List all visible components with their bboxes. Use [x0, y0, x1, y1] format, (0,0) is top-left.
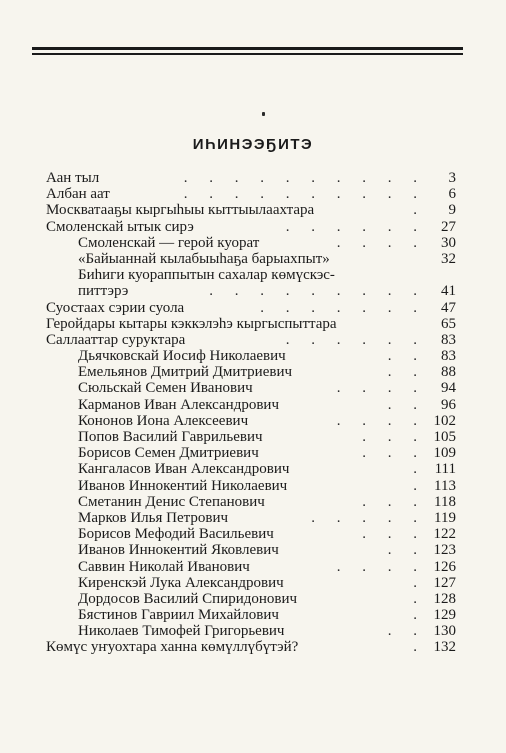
- toc-entry: [46, 219, 456, 235]
- toc-entry: [46, 559, 456, 575]
- toc-entry: [46, 348, 456, 364]
- toc-entry-title: Иванов Иннокентий Яковлевич: [78, 542, 279, 559]
- toc-entry: [46, 478, 456, 494]
- toc-entry-page: 47: [441, 299, 456, 316]
- toc-entry: [46, 494, 456, 510]
- toc-entry: [46, 380, 456, 396]
- toc-entry-title: Попов Василий Гаврильевич: [78, 429, 263, 445]
- toc-leader-dots: . . .: [362, 526, 426, 543]
- toc-entry-page: 129: [433, 607, 456, 624]
- toc-entry-title: Геройдары кытары кэккэлэһэ кыргыспыттара: [46, 315, 337, 332]
- toc-entry: [46, 607, 456, 623]
- toc-entry: [46, 283, 456, 299]
- toc-leader-dots: . . . .: [336, 234, 426, 251]
- toc-entry: [46, 639, 456, 655]
- toc-entry-page: 83: [441, 331, 456, 348]
- toc-leader-dots: .: [413, 461, 426, 478]
- toc-entry-page: 96: [441, 396, 456, 413]
- toc-entry: [46, 413, 456, 429]
- toc-entry-page: 27: [441, 218, 456, 235]
- toc-entry-title: питтэрэ: [78, 283, 129, 300]
- toc-entry-title: Емельянов Дмитрий Дмитриевич: [78, 364, 293, 381]
- toc-entry-page: 113: [434, 477, 456, 494]
- toc-entry-title: Саллааттар суруктара: [46, 331, 186, 348]
- toc-leader-dots: . .: [387, 348, 426, 365]
- toc-entry-page: 126: [433, 558, 456, 575]
- toc-leader-dots: . . . .: [336, 558, 426, 575]
- toc-entry-page: 111: [434, 461, 456, 478]
- toc-entry-title: Иванов Иннокентий Николаевич: [78, 477, 288, 494]
- toc-leader-dots: .: [413, 477, 426, 494]
- toc-entry-page: 30: [441, 234, 456, 251]
- toc-entry-page: 9: [448, 202, 456, 219]
- toc-entry-page: 41: [441, 283, 456, 300]
- toc-leader-dots: . . . . . . . . . .: [183, 170, 426, 186]
- toc-entry: [46, 186, 456, 202]
- toc-leader-dots: . . .: [362, 493, 426, 510]
- toc-entry-page: 3: [448, 170, 456, 186]
- toc-entry: [46, 575, 456, 591]
- toc-leader-dots: . . .: [362, 445, 426, 462]
- toc-entry: [46, 316, 456, 332]
- toc-entry-title: Сюльскай Семен Иванович: [78, 380, 253, 397]
- toc-entry: [46, 429, 456, 445]
- print-speck: [262, 112, 265, 116]
- toc-entry-page: 128: [433, 590, 456, 607]
- toc-leader-dots: . . .: [362, 429, 426, 445]
- toc-entry-page: 119: [434, 509, 456, 526]
- toc-entry-title: Дьячковскай Иосиф Николаевич: [78, 348, 286, 365]
- toc-entry: [46, 591, 456, 607]
- toc-leader-dots: . .: [387, 623, 426, 640]
- toc-entry: [46, 542, 456, 558]
- toc-entry-title: Аан тыл: [46, 170, 100, 186]
- toc-entry-title: Дордосов Василий Спиридонович: [78, 590, 298, 607]
- toc-entry-title: Николаев Тимофей Григорьевич: [78, 623, 285, 640]
- toc-entry-title: Кононов Иона Алексеевич: [78, 412, 249, 429]
- toc-leader-dots: . . . .: [336, 412, 426, 429]
- toc-entry-title: Борисов Мефодий Васильевич: [78, 526, 274, 543]
- toc-entry-title: Суостаах сэрии суола: [46, 299, 185, 316]
- toc-leader-dots: . . . . . . .: [260, 299, 426, 316]
- toc-entry-page: 132: [433, 639, 456, 656]
- toc-entry-title: «Байыаннай кылабыыһаҕа барыахпыт»: [78, 250, 330, 267]
- toc-entry: [46, 445, 456, 461]
- toc-leader-dots: .: [413, 607, 426, 624]
- toc-leader-dots: . . . . . . . . . .: [183, 186, 426, 203]
- toc-entry: [46, 332, 456, 348]
- toc-leader-dots: . . . . . .: [285, 218, 426, 235]
- toc-leader-dots: .: [413, 574, 426, 591]
- toc-leader-dots: . . . . . . . . .: [209, 283, 426, 300]
- toc-entry: [46, 267, 456, 283]
- toc-entry: [46, 461, 456, 477]
- toc-entry-page: 102: [433, 412, 456, 429]
- toc-entry: [46, 510, 456, 526]
- toc-entry-title: Марков Илья Петрович: [78, 509, 229, 526]
- toc-entry: [46, 623, 456, 639]
- top-rule-thin: [32, 53, 463, 55]
- toc-entry-title: Көмүс уҥуохтара ханна көмүллүбүтэй?: [46, 639, 299, 656]
- toc-entry-title: Сметанин Денис Степанович: [78, 493, 265, 510]
- toc-entry: [46, 364, 456, 380]
- toc-entry-title: Смоленскай — герой куорат: [78, 234, 260, 251]
- toc-leader-dots: .: [413, 639, 426, 656]
- toc-entry-title: Албан аат: [46, 186, 110, 203]
- top-rule: [32, 47, 463, 50]
- toc-entry-page: 127: [433, 574, 456, 591]
- toc-entry: [46, 526, 456, 542]
- toc-leader-dots: . . . . .: [311, 509, 426, 526]
- toc-leader-dots: . . . .: [336, 380, 426, 397]
- toc-entry-title: Карманов Иван Александрович: [78, 396, 279, 413]
- toc-entry-title: Смоленскай ытык сирэ: [46, 218, 194, 235]
- toc-entry: [46, 235, 456, 251]
- toc-entry-title: Москватааҕы кыргыһыы кыттыылаахтара: [46, 202, 315, 219]
- toc-entry-page: 83: [441, 348, 456, 365]
- toc-entry: [46, 170, 456, 186]
- toc-entry-title: Кангаласов Иван Александрович: [78, 461, 290, 478]
- toc-entry-page: 122: [433, 526, 456, 543]
- toc-entry-title: Бястинов Гавриил Михайлович: [78, 607, 279, 624]
- toc-entry-page: 105: [433, 429, 456, 445]
- toc-leader-dots: . . . . . .: [285, 331, 426, 348]
- toc-entry-title: Саввин Николай Иванович: [78, 558, 250, 575]
- toc-leader-dots: . .: [387, 542, 426, 559]
- toc-entry: [46, 300, 456, 316]
- toc-entry: [46, 397, 456, 413]
- page-title: ИҺИНЭЭҔИТЭ: [192, 136, 314, 153]
- toc-entry-page: 94: [441, 380, 456, 397]
- toc-leader-dots: . .: [387, 396, 426, 413]
- toc-leader-dots: . .: [387, 364, 426, 381]
- toc-entry-page: 123: [433, 542, 456, 559]
- toc-entry-page: 109: [433, 445, 456, 462]
- toc-entry-page: 118: [434, 493, 456, 510]
- toc-entry-page: 130: [433, 623, 456, 640]
- table-of-contents: [46, 170, 456, 656]
- toc-entry: [46, 202, 456, 218]
- toc-entry-page: 32: [441, 250, 456, 267]
- toc-leader-dots: .: [413, 590, 426, 607]
- toc-entry-page: 6: [448, 186, 456, 203]
- toc-entry-title: Киренскэй Лука Александрович: [78, 574, 284, 591]
- toc-entry-title: Биһиги куораппытын сахалар көмүскэс-: [78, 267, 335, 284]
- toc-entry: [46, 251, 456, 267]
- toc-entry-page: 88: [441, 364, 456, 381]
- toc-entry-page: 65: [441, 315, 456, 332]
- toc-entry-title: Борисов Семен Дмитриевич: [78, 445, 259, 462]
- toc-leader-dots: .: [413, 202, 426, 219]
